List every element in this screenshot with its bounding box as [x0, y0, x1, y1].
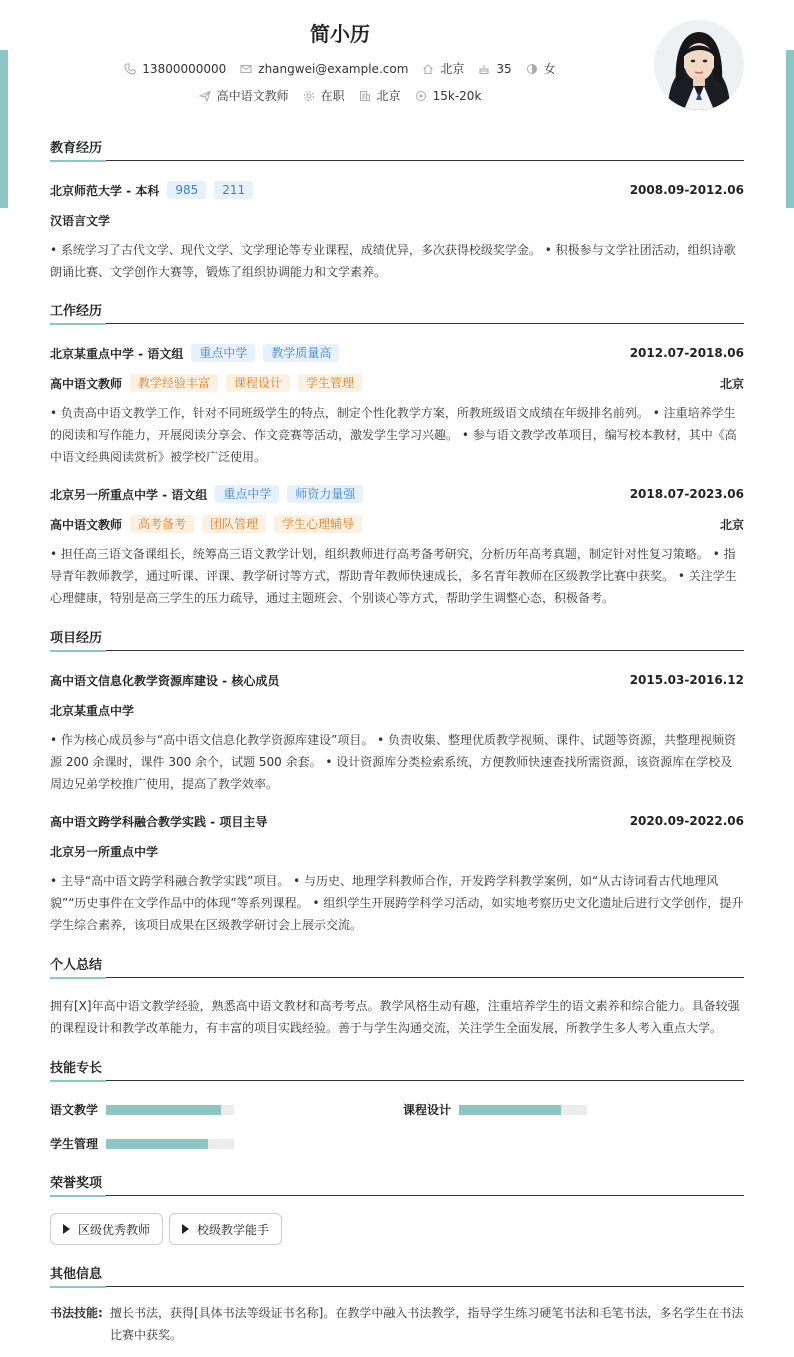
skill-item — [50, 1101, 234, 1118]
gender-text: 女 — [543, 62, 556, 76]
section-title: 工作经历 — [50, 301, 744, 324]
salary-info — [415, 89, 482, 103]
work-header — [50, 343, 744, 363]
city-text: 北京 — [440, 62, 465, 76]
job-city-text: 北京 — [376, 89, 401, 103]
mail-icon — [240, 63, 252, 75]
role-tag: 课程设计 — [226, 374, 290, 392]
skill-bar-fill — [459, 1105, 561, 1115]
job-row — [0, 87, 680, 104]
play-icon — [182, 1224, 189, 1234]
skill-label: 课程设计 — [403, 1103, 452, 1117]
awards-section — [50, 1173, 744, 1245]
org-tag: 师资力量强 — [287, 485, 363, 503]
section-title: 荣誉奖项 — [50, 1173, 744, 1196]
project-header — [50, 811, 744, 831]
award-label: 校级教学能手 — [197, 1222, 270, 1237]
age-text: 35 — [496, 61, 512, 76]
send-icon — [199, 90, 211, 102]
project-section — [50, 628, 744, 936]
project-header — [50, 670, 744, 690]
project-date: 2020.09-2022.06 — [629, 814, 744, 828]
work-description: • 负责高中语文教学工作，针对不同班级学生的特点，制定个性化教学方案，所教班级语文成绩在年级排名前列。 • 注重培养学生的阅读和写作能力，开展阅读分享会、作文竞赛等活动，激发学生学习兴趣。 • 参与语文教学改革项目，编写校本教材，其中《高中语文经典阅读赏析》被学校广泛使用。 — [50, 406, 737, 464]
skill-bar-fill — [106, 1139, 208, 1149]
other-label: 书法技能: — [50, 1306, 103, 1320]
work-org: 北京另一所重点中学 - 语文组 — [50, 487, 208, 502]
city-info — [422, 60, 464, 77]
email-text: zhangwei@example.com — [258, 61, 409, 76]
contact-row — [0, 60, 680, 77]
gender-info — [526, 60, 556, 77]
award-item — [50, 1213, 163, 1245]
award-item — [169, 1213, 282, 1245]
award-label: 区级优秀教师 — [78, 1222, 151, 1237]
role-tag: 教学经验丰富 — [130, 374, 218, 392]
school-name: 北京师范大学 - 本科 — [50, 183, 160, 198]
skill-bar — [459, 1105, 587, 1115]
work-description: • 担任高三语文备课组长，统筹高三语文教学计划，组织教师进行高考备考研究，分析历年高考真题，制定针对性复习策略。 • 指导青年教师教学，通过听课、评课、教学研讨等方式，帮助青年教师快速成长，多名青年教师在区级教学比赛中获奖。 • 关注学生心理健康，特别是高三学生的压力疏导，通过主题班会、个别谈心等方式，帮助学生调整心态，积极备考。 — [50, 547, 737, 605]
gender-icon — [526, 63, 538, 75]
major-row — [50, 210, 744, 230]
other-text: 擅长书法，获得[具体书法等级证书名称]。在教学中融入书法教学，指导学生练习硬笔书法和毛笔书法，多名学生在书法比赛中获奖。 — [110, 1306, 744, 1342]
major-name: 汉语言文学 — [50, 213, 111, 228]
phone-info — [124, 62, 226, 76]
project-date: 2015.03-2016.12 — [629, 673, 744, 687]
summary-text: 拥有[X]年高中语文教学经验，熟悉高中语文教材和高考考点。教学风格生动有趣，注重培养学生的语文素养和综合能力。具备较强的课程设计和教学改革能力，有丰富的项目实践经验。善于与学生沟通交流，关注学生全面发展，所教学生多人考入重点大学。 — [50, 999, 740, 1035]
work-role-row — [50, 373, 744, 393]
coin-icon — [415, 90, 427, 102]
org-tag: 重点中学 — [191, 344, 255, 362]
work-city: 北京 — [719, 517, 744, 532]
role-tag: 高考备考 — [130, 515, 194, 533]
work-section — [50, 301, 744, 609]
section-title: 其他信息 — [50, 1264, 744, 1287]
awards-list — [50, 1213, 744, 1245]
skill-item — [50, 1135, 234, 1152]
job-text: 高中语文教师 — [216, 89, 289, 103]
status-text: 在职 — [320, 89, 345, 103]
work-date: 2012.07-2018.06 — [629, 346, 744, 360]
phone-icon — [124, 63, 136, 75]
work-role: 高中语文教师 — [50, 517, 123, 532]
work-header — [50, 484, 744, 504]
status-info — [303, 87, 345, 104]
section-title: 个人总结 — [50, 955, 744, 978]
project-org: 北京某重点中学 — [50, 703, 135, 718]
work-date: 2018.07-2023.06 — [629, 487, 744, 501]
work-role-row — [50, 514, 744, 534]
section-title: 技能专长 — [50, 1058, 744, 1081]
school-tag: 211 — [214, 181, 253, 199]
education-description: • 系统学习了古代文学、现代文学、文学理论等专业课程，成绩优异，多次获得校级奖学金。 • 积极参与文学社团活动，组织诗歌朗诵比赛、文学创作大赛等，锻炼了组织协调能力和文学素养。 — [50, 243, 736, 279]
email-info — [240, 62, 408, 76]
skill-bar-fill — [106, 1105, 221, 1115]
work-role: 高中语文教师 — [50, 376, 123, 391]
skill-bar — [106, 1139, 234, 1149]
phone-text: 13800000000 — [142, 61, 227, 76]
role-tag: 学生管理 — [298, 374, 362, 392]
resume-header — [0, 0, 794, 120]
candidate-name: 简小历 — [310, 22, 370, 46]
project-description: • 作为核心成员参与“高中语文信息化教学资源库建设”项目。 • 负责收集、整理优质教学视频、课件、试题等资源，共整理视频资源 200 余课时，课件 300 余个，试题 500 余套。 • 设计资源库分类检索系统，方便教师快速查找所需资源，该资源库在学校及周边兄弟学校推广使用，提高了教学效率。 — [50, 733, 737, 791]
project-org: 北京另一所重点中学 — [50, 844, 159, 859]
section-title: 项目经历 — [50, 628, 744, 651]
skill-item — [403, 1101, 587, 1118]
org-tag: 教学质量高 — [263, 344, 339, 362]
work-org: 北京某重点中学 - 语文组 — [50, 346, 184, 361]
project-description: • 主导“高中语文跨学科融合教学实践”项目。 • 与历史、地理学科教师合作，开发跨学科教学案例，如“从古诗词看古代地理风貌”“历史事件在文学作品中的体现”等系列课程。 • 组织学生开展跨学科学习活动，如实地考察历史文化遗址后进行文学创作，提升学生综合素养，该项目成果在区级教学研讨会上展示交流。 — [50, 874, 744, 932]
home-icon — [422, 63, 434, 75]
project-name: 高中语文跨学科融合教学实践 - 项目主导 — [50, 814, 268, 829]
project-org-row — [50, 700, 744, 720]
avatar — [654, 20, 744, 110]
skill-label: 语文教学 — [50, 1103, 99, 1117]
cake-icon — [478, 63, 490, 75]
work-city: 北京 — [719, 376, 744, 391]
section-title: 教育经历 — [50, 138, 744, 161]
skill-label: 学生管理 — [50, 1137, 99, 1151]
org-tag: 重点中学 — [215, 485, 279, 503]
skill-bar — [106, 1105, 234, 1115]
project-name: 高中语文信息化教学资源库建设 - 核心成员 — [50, 673, 280, 688]
project-org-row — [50, 841, 744, 861]
skills-section — [50, 1058, 744, 1151]
skills-grid — [50, 1081, 744, 1151]
play-icon — [63, 1224, 70, 1234]
role-tag: 学生心理辅导 — [274, 515, 362, 533]
summary-section — [50, 955, 744, 1039]
education-date: 2008.09-2012.06 — [629, 183, 744, 197]
gear-icon — [303, 90, 315, 102]
job-city-info — [359, 87, 401, 104]
school-tag: 985 — [167, 181, 206, 199]
education-header — [50, 180, 744, 200]
other-section — [50, 1264, 744, 1346]
salary-text: 15k-20k — [432, 88, 482, 103]
role-tag: 团队管理 — [202, 515, 266, 533]
education-section — [50, 138, 744, 283]
age-info — [478, 62, 511, 76]
job-info — [199, 87, 289, 104]
building-icon — [359, 90, 371, 102]
other-item — [50, 1302, 744, 1346]
